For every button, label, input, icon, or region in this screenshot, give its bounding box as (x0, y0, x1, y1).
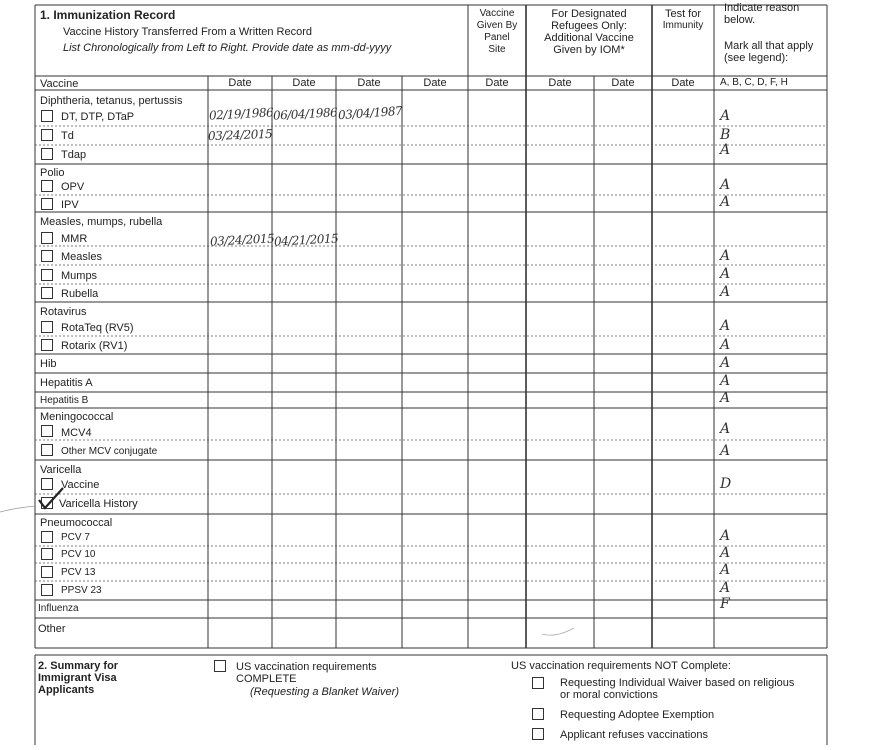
label-ppsv23: PPSV 23 (61, 585, 102, 596)
group-polio: Polio (40, 167, 65, 179)
label-individual-waiver-1: Requesting Individual Waiver based on religious (560, 677, 795, 689)
date-header-4: Date (423, 77, 447, 89)
reason-td: B (720, 127, 731, 143)
label-individual-waiver-2: or moral convictions (560, 689, 658, 701)
panel-site-header-1: Vaccine (479, 8, 515, 19)
checkbox-ipv[interactable] (41, 198, 53, 210)
checkbox-mcv4[interactable] (41, 425, 53, 437)
reason-hib: A (720, 355, 731, 371)
label-rotarix: Rotarix (RV1) (61, 340, 128, 352)
iom-header-4: Given by IOM* (553, 44, 625, 56)
handwritten-dtp-date-1: 02/19/1986 (208, 105, 274, 123)
label-rotateq: RotaTeq (RV5) (61, 322, 134, 334)
date-header-5: Date (485, 77, 509, 89)
checkbox-ppsv23[interactable] (41, 584, 53, 596)
label-measles: Measles (61, 251, 102, 263)
section2-title-1: 2. Summary for (38, 660, 119, 672)
reason-tdap: A (720, 142, 731, 158)
group-mmr: Measles, mumps, rubella (40, 216, 163, 228)
label-blanket-waiver: (Requesting a Blanket Waiver) (250, 686, 399, 698)
date-header-2: Date (292, 77, 316, 89)
reason-header-2: below. (724, 14, 756, 26)
reason-varicella-vaccine: D (720, 476, 732, 492)
group-varicella: Varicella (40, 464, 82, 476)
section1-title: 1. Immunization Record (40, 8, 176, 22)
group-meningococcal: Meningococcal (40, 411, 114, 423)
group-dtp: Diphtheria, tetanus, pertussis (40, 95, 183, 107)
immunity-header-2: Immunity (662, 20, 704, 31)
reason-measles: A (720, 248, 731, 264)
label-rubella: Rubella (61, 288, 99, 300)
date-header-7: Date (611, 77, 635, 89)
label-varicella-history: Varicella History (59, 498, 138, 510)
checkbox-requirements-complete[interactable] (214, 660, 226, 672)
handwritten-dtp-date-2: 06/04/1986 (272, 105, 338, 123)
checkbox-mmr[interactable] (41, 232, 53, 244)
label-pcv7: PCV 7 (61, 532, 90, 543)
label-mmr: MMR (61, 233, 88, 245)
checkbox-rubella[interactable] (41, 287, 53, 299)
section2-title-3: Applicants (38, 684, 95, 696)
label-pcv10: PCV 10 (61, 549, 96, 560)
label-mumps: Mumps (61, 270, 98, 282)
checkbox-pcv13[interactable] (41, 566, 53, 578)
reason-mumps: A (720, 266, 731, 282)
reason-ppsv23: A (720, 580, 731, 596)
checkbox-opv[interactable] (41, 180, 53, 192)
reason-influenza: F (720, 596, 730, 612)
reason-mcv4: A (720, 421, 731, 437)
section1-subtitle: Vaccine History Transferred From a Written Record (63, 26, 313, 38)
panel-site-header-4: Site (488, 44, 506, 55)
label-varicella-vaccine: Vaccine (61, 479, 100, 491)
checkbox-refuses-vaccinations[interactable] (532, 728, 544, 740)
iom-header-3: Additional Vaccine (544, 32, 634, 44)
handwritten-mmr-date-1: 03/24/2015 (209, 231, 275, 249)
checkbox-other-mcv[interactable] (41, 444, 53, 456)
checkbox-td[interactable] (41, 129, 53, 141)
label-hepatitis-b: Hepatitis B (40, 395, 89, 406)
label-hib: Hib (40, 358, 57, 370)
date-header-1: Date (228, 77, 252, 89)
checkbox-pcv7[interactable] (41, 531, 53, 543)
reason-hepatitis-b: A (720, 390, 731, 406)
stray-pen-mark (540, 624, 580, 640)
reason-pcv10: A (720, 545, 731, 561)
reason-pcv13: A (720, 562, 731, 578)
legend-codes: A, B, C, D, F, H (720, 77, 788, 88)
handwritten-dtp-date-3: 03/04/1987 (337, 103, 403, 123)
checkbox-mumps[interactable] (41, 269, 53, 281)
label-ipv: IPV (61, 199, 79, 211)
reason-pcv7: A (720, 528, 731, 544)
date-header-6: Date (548, 77, 572, 89)
checkbox-rotarix[interactable] (41, 339, 53, 351)
reason-other-mcv: A (720, 443, 731, 459)
immunity-header-1: Test for (664, 8, 702, 20)
checkbox-measles[interactable] (41, 250, 53, 262)
checkbox-pcv10[interactable] (41, 548, 53, 560)
label-pcv13: PCV 13 (61, 567, 96, 578)
checkbox-individual-waiver[interactable] (532, 677, 544, 689)
checkbox-tdap[interactable] (41, 148, 53, 160)
group-rotavirus: Rotavirus (40, 306, 87, 318)
label-other: Other (38, 623, 66, 635)
reason-header-3: Mark all that apply (724, 40, 814, 52)
label-adoptee-exemption: Requesting Adoptee Exemption (560, 709, 715, 721)
label-mcv4: MCV4 (61, 427, 92, 439)
reason-opv: A (720, 177, 731, 193)
label-tdap: Tdap (61, 149, 87, 161)
checkbox-dtp[interactable] (41, 110, 53, 122)
reason-dtp: A (720, 108, 731, 124)
label-dtp: DT, DTP, DTaP (61, 111, 135, 123)
checkbox-adoptee-exemption[interactable] (532, 708, 544, 720)
reason-rotarix: A (720, 337, 731, 353)
checkbox-rotateq[interactable] (41, 321, 53, 333)
iom-header-1: For Designated (551, 8, 627, 20)
panel-site-header-3: Panel (484, 32, 510, 43)
date-header-8: Date (671, 77, 695, 89)
label-other-mcv: Other MCV conjugate (61, 446, 158, 457)
iom-header-2: Refugees Only: (551, 20, 627, 32)
label-requirements-not-complete: US vaccination requirements NOT Complete: (511, 660, 731, 672)
varicella-history-checkmark (36, 486, 66, 512)
panel-site-header-2: Given By (476, 20, 518, 31)
reason-rubella: A (720, 284, 731, 300)
label-requirements-complete-2: COMPLETE (236, 673, 297, 685)
handwritten-mmr-date-2: 04/21/2015 (273, 231, 339, 249)
reason-header-1: Indicate reason (724, 2, 800, 14)
reason-header-4: (see legend): (724, 52, 789, 64)
label-requirements-complete-1: US vaccination requirements (236, 661, 377, 673)
handwritten-td-date-1: 03/24/2015 (207, 126, 273, 144)
section2-title-2: Immigrant Visa (38, 672, 117, 684)
label-td: Td (61, 130, 74, 142)
reason-hepatitis-a: A (720, 373, 731, 389)
section1-instruction: List Chronologically from Left to Right. Provide date as mm-dd-yyyy (63, 42, 392, 54)
group-pneumococcal: Pneumococcal (40, 517, 113, 529)
label-influenza: Influenza (38, 603, 79, 614)
reason-ipv: A (720, 194, 731, 210)
label-refuses-vaccinations: Applicant refuses vaccinations (560, 729, 708, 741)
reason-rotateq: A (720, 318, 731, 334)
date-header-3: Date (357, 77, 381, 89)
vaccine-column-header: Vaccine (40, 78, 79, 90)
label-hepatitis-a: Hepatitis A (40, 377, 93, 389)
label-opv: OPV (61, 181, 85, 193)
